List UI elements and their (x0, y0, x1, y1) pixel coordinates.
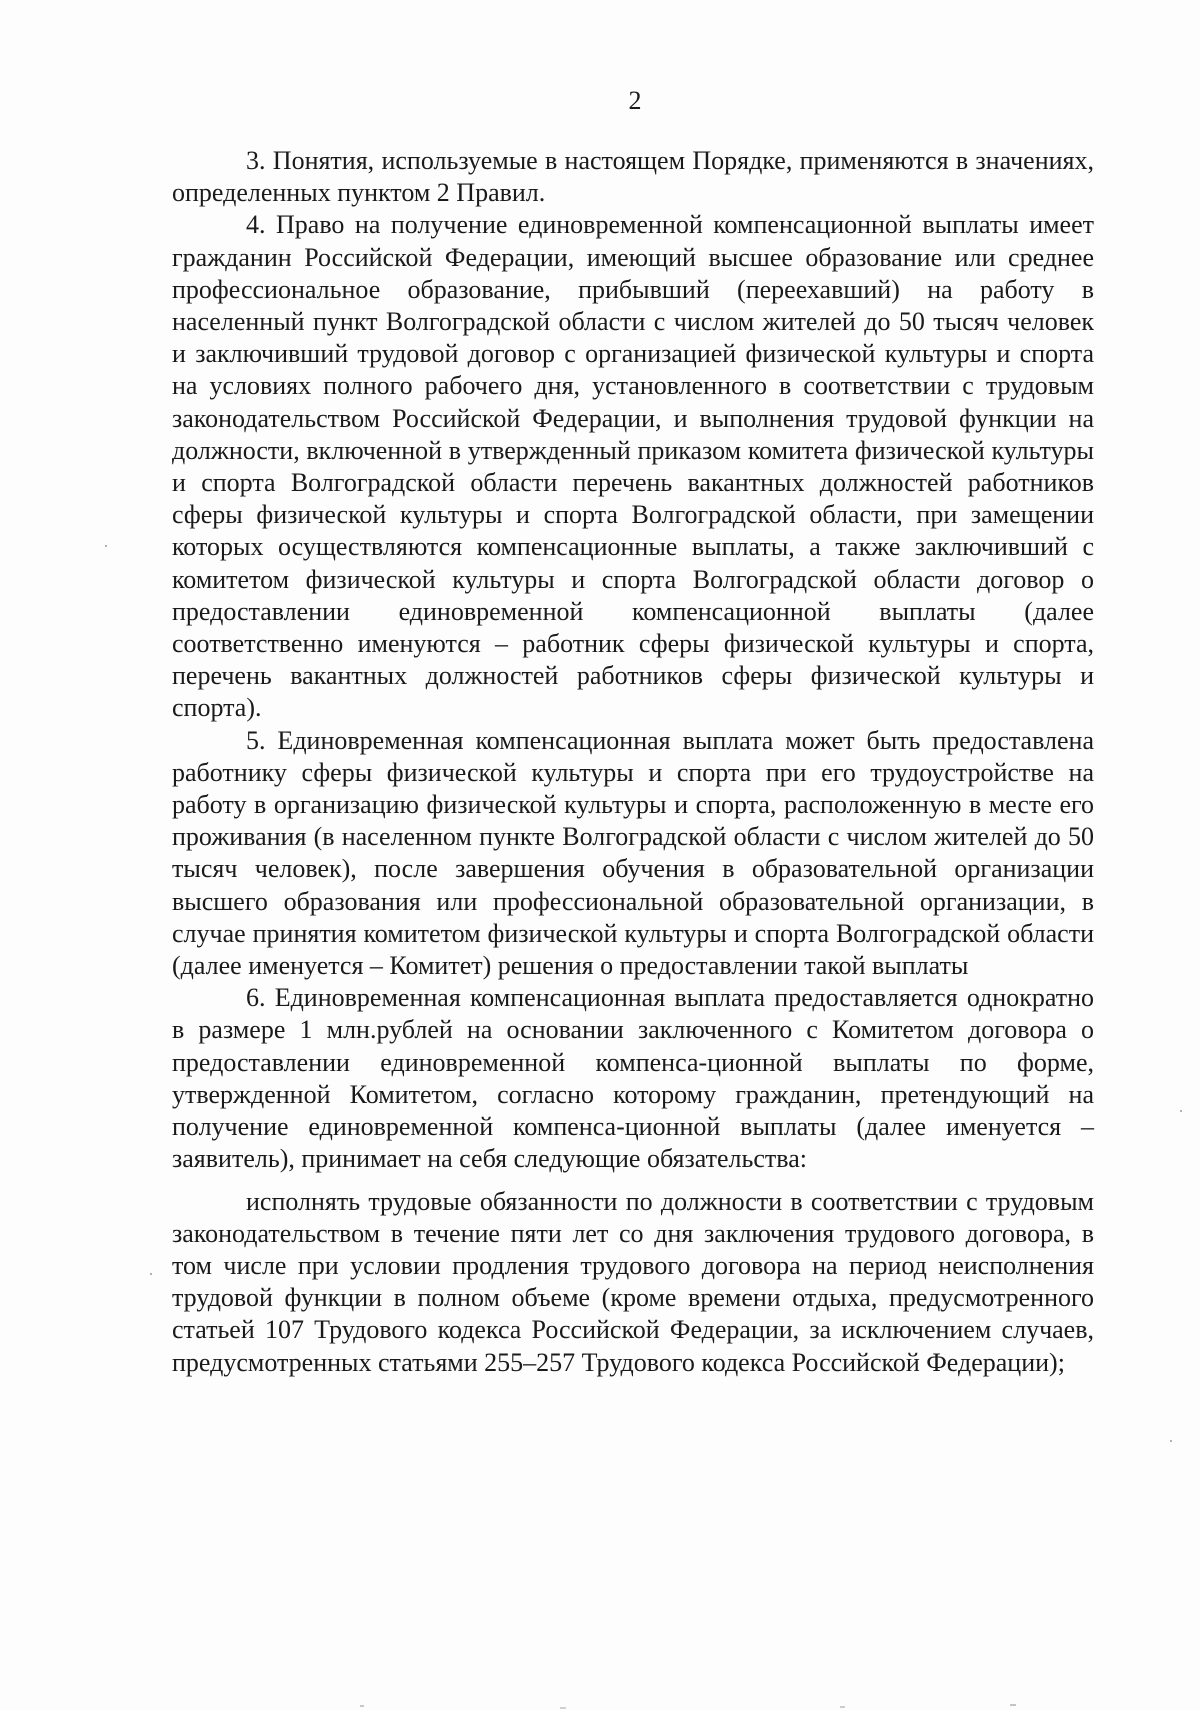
paragraph-4: 4. Право на получение единовременной компенсационной выплаты имеет гражданин Российской Федерации, имеющий высшее образование или среднее профессиональное образование, прибывший (переехавший) на работу в населенный пункт Волгоградской области с числом жителей до 50 тысяч человек и заключивший трудовой договор с организацией физической культуры и спорта на условиях полного рабочего дня, установленного в соответствии с трудовым законодательством Российской Федерации, и выполнения трудовой функции на должности, включенной в утвержденный приказом комитета физической культуры и спорта Волгоградской области перечень вакантных должностей работников сферы физической культуры и спорта Волгоградской области, при замещении которых осуществляются компенсационные выплаты, а также заключивший с комитетом физической культуры и спорта Волгоградской области договор о предоставлении единовременной компенсационной выплаты (далее соответственно именуются – работник сферы физической культуры и спорта, перечень вакантных должностей работников сферы физической культуры и спорта). (172, 210, 1094, 723)
scan-speck (1170, 1440, 1172, 1442)
page-number: 2 (628, 86, 642, 115)
paragraph-5: 5. Единовременная компенсационная выплата может быть предоставлена работнику сферы физической культуры и спорта при его трудоустройстве на работу в организацию физической культуры и спорта, расположенную в месте его проживания (в населенном пункте Волгоградской области с числом жителей до 50 тысяч человек), после завершения обучения в образовательной организации высшего образования или профессиональной образовательной организации, в случае принятия комитетом физической культуры и спорта Волгоградской области (далее именуется – Комитет) решения о предоставлении такой выплаты (172, 725, 1094, 981)
paragraph-obligation: исполнять трудовые обязанности по должности в соответствии с трудовым законодательством в течение пяти лет со дня заключения трудового договора, в том числе при условии продления трудового договора на период неисполнения трудовой функции в полном объеме (кроме времени отдыха, предусмотренного статьей 107 Трудового кодекса Российской Федерации, за исключением случаев, предусмотренных статьями 255–257 Трудового кодекса Российской Федерации); (172, 1186, 1094, 1377)
scan-speck (150, 1273, 152, 1275)
scan-speck (1180, 1110, 1182, 1112)
paragraph-3: 3. Понятия, используемые в настоящем Порядке, применяются в значениях, определенных пунктом 2 Правил. (172, 146, 1094, 208)
scan-speck (105, 545, 107, 547)
scan-edge-marks (0, 1697, 1200, 1711)
paragraph-6: 6. Единовременная компенсационная выплата предоставляется однократно в размере 1 млн.рублей на основании заключенного с Комитетом договора о предоставлении единовременной компенса-ционной выплаты по форме, утвержденной Комитетом, согласно которому гражданин, претендующий на получение единовременной компенса-ционной выплаты (далее именуется – заявитель), принимает на себя следующие обязательства: (172, 983, 1094, 1174)
document-body (172, 145, 1094, 1379)
